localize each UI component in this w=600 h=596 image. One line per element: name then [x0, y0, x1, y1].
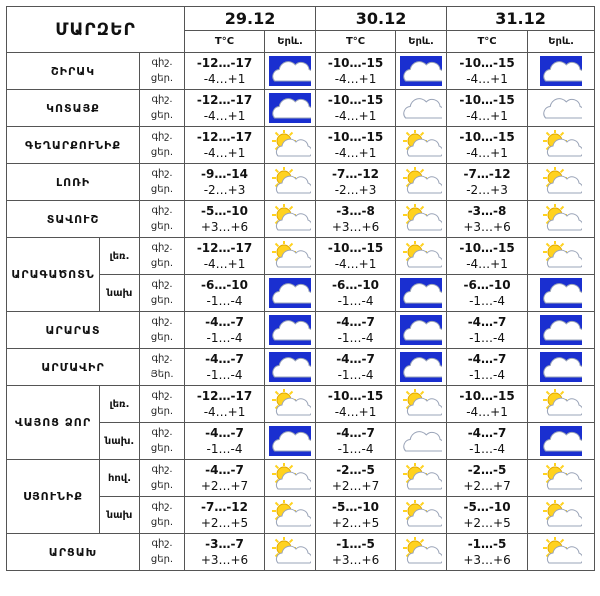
night-temp: -7…-12	[332, 167, 380, 181]
night-temp: -4…-7	[467, 352, 507, 366]
region-name: ՎԱՅՈՑ ՁՈՐ	[7, 386, 100, 460]
night-temp: -3…-8	[336, 204, 375, 218]
night-temp: -3…-8	[467, 204, 507, 218]
night-temp: -12…-17	[196, 93, 253, 107]
night-temp: -10…-15	[459, 389, 515, 403]
day-temp: +2…+7	[463, 479, 511, 493]
weather-icon-cell	[528, 201, 595, 238]
region-name: ԱՐՄԱՎԻՐ	[7, 349, 140, 386]
weather-icon-cell	[528, 460, 595, 497]
temperature-cell	[316, 201, 396, 238]
day-temp: +3…+6	[463, 220, 511, 234]
temperature-cell	[185, 497, 265, 534]
night-temp: -4…-7	[205, 426, 244, 440]
temperature-cell	[447, 53, 528, 90]
cloud-night-icon	[400, 278, 442, 308]
region-name: ՍՅՈՒՆԻՔ	[7, 460, 100, 534]
cloud-night-icon	[269, 278, 311, 308]
region-name: ԱՐԱԳԱԾՈՏՆ	[7, 238, 100, 312]
day-temp: -1…-4	[206, 368, 243, 382]
temperature-cell	[316, 349, 396, 386]
sun-cloud-icon	[540, 537, 582, 567]
period-night-label: գիշ.	[151, 464, 173, 475]
sun-cloud-icon	[540, 241, 582, 271]
period-day-label: ցեր.	[150, 295, 174, 306]
day-temp: +2…+7	[200, 479, 249, 493]
night-temp: -12…-17	[196, 241, 253, 255]
period-day-label: ցեր.	[150, 73, 174, 84]
weather-icon-cell	[396, 386, 447, 423]
period-day-label: ցեր.	[150, 443, 174, 454]
cloud-night-icon	[540, 56, 582, 86]
temperature-cell	[185, 275, 265, 312]
night-temp: -4…-7	[467, 315, 507, 329]
weather-icon-cell	[396, 460, 447, 497]
region-row	[7, 312, 595, 349]
temperature-cell	[185, 349, 265, 386]
sun-cloud-icon	[540, 500, 582, 530]
sun-cloud-icon	[269, 204, 311, 234]
sun-cloud-icon	[540, 204, 582, 234]
night-temp: -4…-7	[205, 352, 244, 366]
sun-cloud-icon	[400, 204, 442, 234]
night-temp: -1…-5	[467, 537, 507, 551]
period-day-label: ցեր.	[150, 406, 174, 417]
night-temp: -10…-15	[327, 389, 384, 403]
period-night-label: գիշ.	[151, 353, 173, 364]
period-day-label: ցեր.	[150, 258, 174, 269]
night-temp: -9…-14	[201, 167, 249, 181]
day-temp: -4…+1	[334, 257, 377, 271]
temperature-cell	[447, 275, 528, 312]
night-temp: -3…-7	[205, 537, 244, 551]
period-night-label: գիշ.	[151, 501, 173, 512]
day-temp: -4…+1	[466, 257, 508, 271]
sun-cloud-icon	[400, 463, 442, 493]
weather-icon-cell	[396, 497, 447, 534]
day-temp: -1…-4	[469, 331, 506, 345]
night-temp: -6…-10	[463, 278, 511, 292]
night-temp: -10…-15	[459, 130, 515, 144]
temperature-cell	[447, 460, 528, 497]
night-temp: -10…-15	[459, 93, 515, 107]
period-night-label: գիշ.	[151, 390, 173, 401]
cloud-night-icon	[269, 56, 311, 86]
region-row	[7, 90, 595, 127]
subregion-label: նախ.	[100, 423, 140, 460]
cloud-night-icon	[540, 426, 582, 456]
temperature-cell	[185, 53, 265, 90]
icon-column-header: Երև.	[396, 31, 447, 53]
temperature-cell	[447, 423, 528, 460]
temperature-cell	[447, 238, 528, 275]
region-name: ԱՐԱՐԱՏ	[7, 312, 140, 349]
weather-icon-cell	[396, 53, 447, 90]
day-temp: +3…+6	[463, 553, 511, 567]
weather-icon-cell	[265, 201, 316, 238]
cloud-day-icon	[540, 93, 582, 123]
night-temp: -6…-10	[201, 278, 249, 292]
day-temp: +3…+6	[331, 553, 380, 567]
temperature-cell	[316, 164, 396, 201]
weather-icon-cell	[265, 386, 316, 423]
sun-cloud-icon	[269, 537, 311, 567]
day-temp: +3…+6	[200, 220, 249, 234]
region-name: ԳԵՂԱՐՔՈՒՆԻՔ	[7, 127, 140, 164]
sun-cloud-icon	[269, 500, 311, 530]
weather-icon-cell	[396, 164, 447, 201]
cloud-day-icon	[400, 93, 442, 123]
region-row	[7, 201, 595, 238]
cloud-night-icon	[269, 315, 311, 345]
period-night-label: գիշ.	[151, 131, 173, 142]
cloud-night-icon	[269, 93, 311, 123]
period-day-label: ցեր.	[150, 517, 174, 528]
night-temp: -4…-7	[336, 352, 375, 366]
date-header-2: 30.12	[316, 7, 447, 31]
forecast-body	[7, 53, 595, 571]
period-night-label: գիշ.	[151, 94, 173, 105]
weather-icon-cell	[265, 90, 316, 127]
period-night-label: գիշ.	[151, 279, 173, 290]
sun-cloud-icon	[540, 463, 582, 493]
weather-icon-cell	[265, 164, 316, 201]
temperature-cell	[316, 460, 396, 497]
period-day-label: ցեր.	[150, 110, 174, 121]
night-temp: -10…-15	[459, 56, 515, 70]
weather-icon-cell	[528, 238, 595, 275]
forecast-table	[6, 6, 595, 571]
period-cell	[140, 164, 185, 201]
period-cell	[140, 497, 185, 534]
period-cell	[140, 534, 185, 571]
region-name: ԼՈՌԻ	[7, 164, 140, 201]
cloud-night-icon	[540, 352, 582, 382]
day-temp: -4…+1	[466, 109, 508, 123]
night-temp: -6…-10	[332, 278, 380, 292]
period-cell	[140, 349, 185, 386]
weather-icon-cell	[528, 275, 595, 312]
cloud-night-icon	[540, 278, 582, 308]
sun-cloud-icon	[400, 537, 442, 567]
subregion-label: նախ	[100, 497, 140, 534]
icon-column-header: Երև.	[528, 31, 595, 53]
sun-cloud-icon	[540, 389, 582, 419]
weather-icon-cell	[528, 53, 595, 90]
period-day-label: ցեր.	[150, 480, 174, 491]
sun-cloud-icon	[400, 389, 442, 419]
night-temp: -4…-7	[467, 426, 507, 440]
weather-icon-cell	[528, 312, 595, 349]
night-temp: -10…-15	[459, 241, 515, 255]
temperature-cell	[447, 497, 528, 534]
subregion-label: նախ	[100, 275, 140, 312]
cloud-night-icon	[400, 352, 442, 382]
period-day-label: ցեր.	[150, 332, 174, 343]
day-temp: -4…+1	[334, 405, 377, 419]
weather-icon-cell	[396, 275, 447, 312]
night-temp: -12…-17	[196, 56, 253, 70]
temperature-cell	[185, 90, 265, 127]
night-temp: -10…-15	[327, 56, 384, 70]
temperature-cell	[447, 90, 528, 127]
weather-icon-cell	[396, 423, 447, 460]
day-temp: -4…+1	[203, 405, 246, 419]
temperature-cell	[185, 423, 265, 460]
night-temp: -10…-15	[327, 93, 384, 107]
day-temp: +2…+7	[331, 479, 380, 493]
cloud-day-icon	[400, 426, 442, 456]
period-day-label: ցեր.	[150, 221, 174, 232]
weather-icon-cell	[528, 349, 595, 386]
day-temp: +2…+5	[200, 516, 249, 530]
region-row	[7, 386, 595, 423]
period-night-label: գիշ.	[151, 427, 173, 438]
weather-icon-cell	[265, 349, 316, 386]
temperature-cell	[185, 201, 265, 238]
temperature-cell	[316, 90, 396, 127]
temperature-cell	[316, 312, 396, 349]
period-night-label: գիշ.	[151, 168, 173, 179]
sun-cloud-icon	[540, 167, 582, 197]
cloud-night-icon	[269, 352, 311, 382]
temperature-cell	[185, 238, 265, 275]
weather-icon-cell	[265, 460, 316, 497]
region-row	[7, 164, 595, 201]
period-cell	[140, 53, 185, 90]
temperature-cell	[185, 164, 265, 201]
night-temp: -12…-17	[196, 389, 253, 403]
night-temp: -5…-10	[463, 500, 511, 514]
night-temp: -2…-5	[336, 463, 375, 477]
weather-icon-cell	[528, 164, 595, 201]
day-temp: -4…+1	[203, 109, 246, 123]
weather-icon-cell	[265, 423, 316, 460]
cloud-night-icon	[400, 56, 442, 86]
weather-icon-cell	[396, 238, 447, 275]
temperature-cell	[185, 534, 265, 571]
day-temp: -4…+1	[334, 109, 377, 123]
night-temp: -4…-7	[205, 315, 244, 329]
weather-icon-cell	[265, 534, 316, 571]
period-cell	[140, 238, 185, 275]
sun-cloud-icon	[400, 167, 442, 197]
temperature-cell	[447, 386, 528, 423]
weather-icon-cell	[528, 386, 595, 423]
sun-cloud-icon	[400, 241, 442, 271]
subregion-label: լեռ.	[100, 238, 140, 275]
weather-icon-cell	[528, 423, 595, 460]
day-temp: -4…+1	[466, 146, 508, 160]
weather-icon-cell	[528, 534, 595, 571]
temp-column-header: T°C	[447, 31, 528, 53]
region-name: ՇԻՐԱԿ	[7, 53, 140, 90]
temperature-cell	[447, 127, 528, 164]
temperature-cell	[316, 53, 396, 90]
weather-icon-cell	[265, 238, 316, 275]
subregion-label: հով.	[100, 460, 140, 497]
period-cell	[140, 423, 185, 460]
region-row	[7, 460, 595, 497]
day-temp: -4…+1	[203, 72, 246, 86]
period-night-label: գիշ.	[151, 57, 173, 68]
temperature-cell	[316, 386, 396, 423]
period-cell	[140, 275, 185, 312]
day-temp: -4…+1	[203, 257, 246, 271]
temperature-cell	[316, 423, 396, 460]
day-temp: -1…-4	[337, 331, 374, 345]
subregion-label: լեռ.	[100, 386, 140, 423]
sun-cloud-icon	[400, 130, 442, 160]
sun-cloud-icon	[269, 241, 311, 271]
temperature-cell	[447, 312, 528, 349]
weather-icon-cell	[396, 534, 447, 571]
period-day-label: ցեր.	[150, 554, 174, 565]
period-cell	[140, 127, 185, 164]
temperature-cell	[316, 497, 396, 534]
weather-icon-cell	[528, 497, 595, 534]
weather-icon-cell	[528, 127, 595, 164]
day-temp: -4…+1	[334, 72, 377, 86]
period-day-label: ցեր.	[150, 184, 174, 195]
weather-icon-cell	[265, 127, 316, 164]
temperature-cell	[447, 164, 528, 201]
period-night-label: գիշ.	[151, 242, 173, 253]
period-cell	[140, 201, 185, 238]
period-cell	[140, 460, 185, 497]
period-night-label: գիշ.	[151, 538, 173, 549]
period-day-label: Յեր.	[150, 369, 174, 380]
day-temp: -1…-4	[337, 442, 374, 456]
period-cell	[140, 90, 185, 127]
sun-cloud-icon	[540, 130, 582, 160]
sun-cloud-icon	[400, 500, 442, 530]
day-temp: -4…+1	[466, 405, 508, 419]
day-temp: +2…+5	[331, 516, 380, 530]
temperature-cell	[185, 460, 265, 497]
night-temp: -12…-17	[196, 130, 253, 144]
period-cell	[140, 386, 185, 423]
region-row	[7, 238, 595, 275]
day-temp: -1…-4	[206, 294, 243, 308]
day-temp: +3…+6	[331, 220, 380, 234]
temperature-cell	[316, 275, 396, 312]
cloud-night-icon	[400, 315, 442, 345]
sun-cloud-icon	[269, 167, 311, 197]
night-temp: -4…-7	[336, 315, 375, 329]
day-temp: -1…-4	[337, 294, 374, 308]
weather-icon-cell	[396, 349, 447, 386]
night-temp: -7…-12	[463, 167, 511, 181]
weather-icon-cell	[265, 53, 316, 90]
temperature-cell	[447, 534, 528, 571]
temperature-cell	[185, 312, 265, 349]
region-name: ԱՐՑԱԽ	[7, 534, 140, 571]
day-temp: -4…+1	[466, 72, 508, 86]
date-header-3: 31.12	[447, 7, 595, 31]
temperature-cell	[316, 534, 396, 571]
sun-cloud-icon	[269, 130, 311, 160]
weather-icon-cell	[396, 127, 447, 164]
weather-icon-cell	[265, 497, 316, 534]
sun-cloud-icon	[269, 389, 311, 419]
region-row	[7, 127, 595, 164]
day-temp: -2…+3	[334, 183, 377, 197]
period-night-label: գիշ.	[151, 316, 173, 327]
region-name: ԿՈՏԱՅՔ	[7, 90, 140, 127]
day-temp: -1…-4	[206, 442, 243, 456]
region-row	[7, 53, 595, 90]
cloud-night-icon	[269, 426, 311, 456]
night-temp: -4…-7	[336, 426, 375, 440]
regions-header: ՄԱՐԶԵՐ	[7, 7, 185, 53]
temp-column-header: T°C	[185, 31, 265, 53]
period-day-label: ցեր.	[150, 147, 174, 158]
weather-icon-cell	[265, 312, 316, 349]
day-temp: -4…+1	[334, 146, 377, 160]
night-temp: -10…-15	[327, 130, 384, 144]
day-temp: -1…-4	[469, 368, 506, 382]
period-night-label: գիշ.	[151, 205, 173, 216]
day-temp: +3…+6	[200, 553, 249, 567]
night-temp: -4…-7	[205, 463, 244, 477]
night-temp: -5…-10	[201, 204, 249, 218]
day-temp: -1…-4	[337, 368, 374, 382]
night-temp: -1…-5	[336, 537, 375, 551]
day-temp: -1…-4	[206, 331, 243, 345]
day-temp: -2…+3	[203, 183, 246, 197]
night-temp: -10…-15	[327, 241, 384, 255]
day-temp: -4…+1	[203, 146, 246, 160]
night-temp: -5…-10	[332, 500, 380, 514]
day-temp: +2…+5	[463, 516, 511, 530]
weather-icon-cell	[396, 201, 447, 238]
temperature-cell	[447, 349, 528, 386]
weather-icon-cell	[265, 275, 316, 312]
night-temp: -2…-5	[467, 463, 507, 477]
icon-column-header: Երև.	[265, 31, 316, 53]
region-name: ՏԱՎՈՒՇ	[7, 201, 140, 238]
day-temp: -2…+3	[466, 183, 508, 197]
sun-cloud-icon	[269, 463, 311, 493]
day-temp: -1…-4	[469, 442, 506, 456]
temperature-cell	[185, 127, 265, 164]
weather-icon-cell	[396, 90, 447, 127]
temperature-cell	[316, 127, 396, 164]
region-row	[7, 349, 595, 386]
weather-icon-cell	[396, 312, 447, 349]
temperature-cell	[447, 201, 528, 238]
region-row	[7, 534, 595, 571]
period-cell	[140, 312, 185, 349]
temp-column-header: T°C	[316, 31, 396, 53]
weather-icon-cell	[528, 90, 595, 127]
date-header-1: 29.12	[185, 7, 316, 31]
day-temp: -1…-4	[469, 294, 506, 308]
temperature-cell	[316, 238, 396, 275]
cloud-night-icon	[540, 315, 582, 345]
temperature-cell	[185, 386, 265, 423]
night-temp: -7…-12	[201, 500, 249, 514]
